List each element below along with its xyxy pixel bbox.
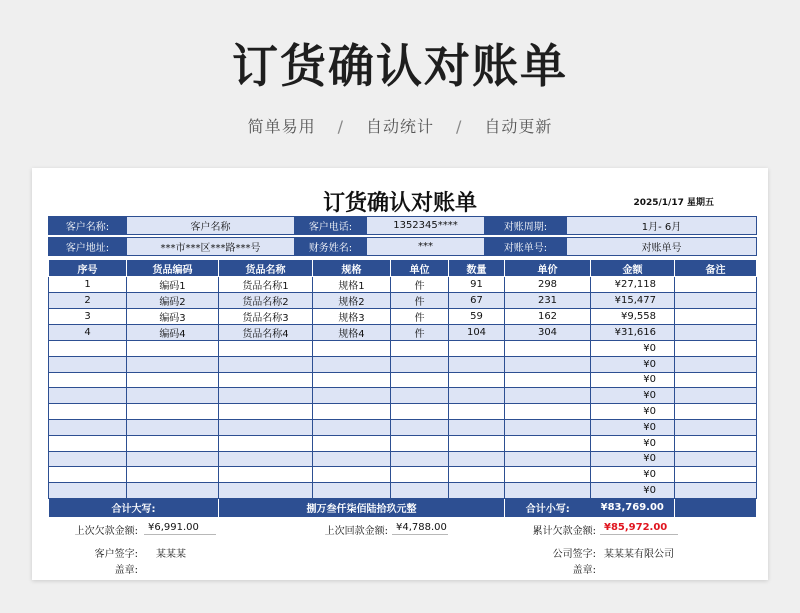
cell-no[interactable] [49, 404, 127, 420]
cell-amount[interactable]: ¥31,616 [591, 325, 675, 341]
cell-qty[interactable] [449, 435, 505, 451]
tag-separator: / [456, 117, 463, 136]
cell-price[interactable]: 231 [505, 293, 591, 309]
cell-name[interactable] [219, 451, 313, 467]
customer-sign-label: 客户签字: [94, 549, 138, 560]
prev-paid-value[interactable]: ¥4,788.00 [392, 522, 448, 535]
cell-spec[interactable] [313, 356, 391, 372]
cell-code[interactable] [127, 451, 219, 467]
col-header-unit: 单位 [391, 260, 449, 277]
cell-note[interactable] [675, 435, 757, 451]
table-row [49, 435, 757, 451]
cell-unit[interactable]: 件 [391, 325, 449, 341]
cum-owed-value[interactable]: ¥85,972.00 [600, 522, 678, 535]
cell-price[interactable] [505, 404, 591, 420]
cell-unit[interactable] [391, 388, 449, 404]
col-header-amount: 金额 [591, 260, 675, 277]
cell-amount[interactable]: ¥9,558 [591, 309, 675, 325]
customer-stamp-label: 盖章: [114, 565, 138, 576]
totals-row [49, 498, 757, 517]
cell-qty[interactable]: 59 [449, 309, 505, 325]
tag-easy: 简单易用 [247, 117, 316, 136]
cell-spec[interactable] [313, 388, 391, 404]
cell-code[interactable]: 编码1 [127, 277, 219, 293]
cell-code[interactable] [127, 341, 219, 357]
cell-unit[interactable] [391, 404, 449, 420]
customer-name-field[interactable]: 客户名称 [127, 217, 295, 235]
table-row [49, 372, 757, 388]
cell-price[interactable]: 298 [505, 277, 591, 293]
table-row [49, 451, 757, 467]
cell-spec[interactable] [313, 419, 391, 435]
cell-no[interactable] [49, 435, 127, 451]
cell-unit[interactable]: 件 [391, 277, 449, 293]
cell-name[interactable] [219, 341, 313, 357]
customer-sign-value[interactable]: 某某某 [156, 549, 186, 560]
cell-qty[interactable] [449, 483, 505, 499]
cell-note[interactable] [675, 277, 757, 293]
address-label: 客户地址: [49, 238, 127, 256]
cell-qty[interactable] [449, 404, 505, 420]
cell-note[interactable] [675, 372, 757, 388]
cell-amount[interactable]: ¥0 [591, 388, 675, 404]
total-lower-value: ¥83,769.00 [591, 498, 675, 517]
cell-code[interactable] [127, 435, 219, 451]
cell-no[interactable] [49, 372, 127, 388]
cell-name[interactable] [219, 419, 313, 435]
cell-amount[interactable]: ¥0 [591, 372, 675, 388]
cell-no[interactable] [49, 483, 127, 499]
statement-no-label: 对账单号: [485, 238, 567, 256]
company-stamp-label: 盖章: [572, 565, 596, 576]
cell-qty[interactable]: 91 [449, 277, 505, 293]
cell-code[interactable]: 编码2 [127, 293, 219, 309]
cell-note[interactable] [675, 356, 757, 372]
cell-name[interactable] [219, 356, 313, 372]
cell-amount[interactable]: ¥15,477 [591, 293, 675, 309]
prev-paid-label: 上次回款金额: [324, 526, 388, 537]
sheet-title: 订货确认对账单 [322, 191, 477, 216]
cell-code[interactable]: 编码4 [127, 325, 219, 341]
table-row [49, 404, 757, 420]
cell-qty[interactable] [449, 356, 505, 372]
cell-qty[interactable] [449, 388, 505, 404]
info-table [48, 216, 757, 256]
customer-name-label: 客户名称: [49, 217, 127, 235]
cell-note[interactable] [675, 419, 757, 435]
cell-price[interactable] [505, 419, 591, 435]
cell-unit[interactable] [391, 467, 449, 483]
tag-separator: / [337, 117, 344, 136]
col-header-note: 备注 [675, 260, 757, 277]
cell-note[interactable] [675, 309, 757, 325]
cell-spec[interactable]: 规格3 [313, 309, 391, 325]
statement-sheet [32, 168, 768, 580]
table-row [49, 277, 757, 293]
cell-qty[interactable] [449, 451, 505, 467]
cell-amount[interactable]: ¥0 [591, 467, 675, 483]
cell-no[interactable] [49, 388, 127, 404]
sheet-date: 2025/1/17 星期五 [633, 198, 714, 208]
customer-phone-label: 客户电话: [295, 217, 367, 235]
cell-spec[interactable] [313, 435, 391, 451]
col-header-qty: 数量 [449, 260, 505, 277]
cell-no[interactable] [49, 451, 127, 467]
cell-note[interactable] [675, 293, 757, 309]
cell-qty[interactable] [449, 372, 505, 388]
cell-unit[interactable] [391, 483, 449, 499]
table-row [49, 325, 757, 341]
cell-no[interactable]: 2 [49, 293, 127, 309]
cell-note[interactable] [675, 483, 757, 499]
table-row [49, 388, 757, 404]
prev-owed-label: 上次欠款金额: [74, 526, 138, 537]
col-header-spec: 规格 [313, 260, 391, 277]
col-header-name: 货品名称 [219, 260, 313, 277]
cell-name[interactable]: 货品名称4 [219, 325, 313, 341]
cell-amount[interactable]: ¥27,118 [591, 277, 675, 293]
company-sign-value[interactable]: 某某某有限公司 [604, 549, 674, 560]
cell-name[interactable] [219, 435, 313, 451]
cell-no[interactable] [49, 356, 127, 372]
statement-no-field[interactable]: 对账单号 [567, 238, 757, 256]
cell-spec[interactable]: 规格4 [313, 325, 391, 341]
col-header-code: 货品编码 [127, 260, 219, 277]
cell-qty[interactable] [449, 467, 505, 483]
cell-code[interactable] [127, 372, 219, 388]
cell-qty[interactable]: 67 [449, 293, 505, 309]
cell-note[interactable] [675, 325, 757, 341]
cell-code[interactable] [127, 483, 219, 499]
cell-unit[interactable] [391, 419, 449, 435]
cell-name[interactable] [219, 483, 313, 499]
cell-code[interactable]: 编码3 [127, 309, 219, 325]
prev-owed-value[interactable]: ¥6,991.00 [144, 522, 216, 535]
cell-name[interactable] [219, 404, 313, 420]
cell-no[interactable]: 1 [49, 277, 127, 293]
cell-code[interactable] [127, 467, 219, 483]
col-header-no: 序号 [49, 260, 127, 277]
info-row [49, 217, 757, 235]
cell-amount[interactable]: ¥0 [591, 356, 675, 372]
cell-code[interactable] [127, 356, 219, 372]
cell-no[interactable] [49, 467, 127, 483]
cell-price[interactable]: 162 [505, 309, 591, 325]
tag-auto-update: 自动更新 [484, 117, 553, 136]
cell-price[interactable] [505, 356, 591, 372]
items-table [48, 259, 757, 518]
cell-unit[interactable] [391, 451, 449, 467]
finance-field[interactable]: *** [367, 238, 485, 256]
table-row [49, 356, 757, 372]
tag-auto-stats: 自动统计 [365, 117, 434, 136]
cell-spec[interactable]: 规格2 [313, 293, 391, 309]
table-row [49, 419, 757, 435]
period-field[interactable]: 1月- 6月 [567, 217, 757, 235]
cell-no[interactable] [49, 341, 127, 357]
cell-price[interactable] [505, 388, 591, 404]
cell-no[interactable]: 4 [49, 325, 127, 341]
cell-code[interactable] [127, 404, 219, 420]
cell-unit[interactable] [391, 356, 449, 372]
cell-name[interactable] [219, 388, 313, 404]
table-header [49, 260, 757, 277]
cell-code[interactable] [127, 419, 219, 435]
cell-unit[interactable]: 件 [391, 309, 449, 325]
customer-phone-field[interactable]: 1352345**** [367, 217, 485, 235]
cell-note[interactable] [675, 404, 757, 420]
cell-price[interactable] [505, 451, 591, 467]
cell-amount[interactable]: ¥0 [591, 435, 675, 451]
cell-unit[interactable] [391, 341, 449, 357]
cell-no[interactable]: 3 [49, 309, 127, 325]
cell-name[interactable]: 货品名称3 [219, 309, 313, 325]
col-header-price: 单价 [505, 260, 591, 277]
cell-name[interactable]: 货品名称1 [219, 277, 313, 293]
table-row [49, 293, 757, 309]
cell-spec[interactable] [313, 467, 391, 483]
period-label: 对账周期: [485, 217, 567, 235]
cell-amount[interactable]: ¥0 [591, 419, 675, 435]
finance-label: 财务姓名: [295, 238, 367, 256]
cell-spec[interactable] [313, 404, 391, 420]
cell-name[interactable]: 货品名称2 [219, 293, 313, 309]
table-row [49, 309, 757, 325]
banner-tags [0, 114, 800, 137]
cell-qty[interactable] [449, 419, 505, 435]
cell-name[interactable] [219, 372, 313, 388]
cell-note[interactable] [675, 467, 757, 483]
cell-amount[interactable]: ¥0 [591, 483, 675, 499]
cell-qty[interactable] [449, 341, 505, 357]
cell-note[interactable] [675, 451, 757, 467]
total-upper-value: 捌万叁仟柒佰陆拾玖元整 [219, 498, 505, 517]
cell-unit[interactable]: 件 [391, 293, 449, 309]
cum-owed-label: 累计欠款金额: [532, 526, 596, 537]
table-row [49, 483, 757, 499]
table-row [49, 341, 757, 357]
cell-price[interactable] [505, 372, 591, 388]
cell-unit[interactable] [391, 435, 449, 451]
total-upper-label: 合计大写: [49, 498, 219, 517]
cell-unit[interactable] [391, 372, 449, 388]
cell-price[interactable] [505, 467, 591, 483]
cell-spec[interactable] [313, 341, 391, 357]
banner-title: 订货确认对账单 [232, 39, 568, 93]
cell-price[interactable] [505, 483, 591, 499]
cell-price[interactable]: 304 [505, 325, 591, 341]
cell-no[interactable] [49, 419, 127, 435]
address-field[interactable]: ***市***区***路***号 [127, 238, 295, 256]
cell-amount[interactable]: ¥0 [591, 341, 675, 357]
cell-price[interactable] [505, 341, 591, 357]
cell-code[interactable] [127, 388, 219, 404]
cell-spec[interactable] [313, 483, 391, 499]
cell-spec[interactable]: 规格1 [313, 277, 391, 293]
total-lower-label: 合计小写: [505, 498, 591, 517]
table-row [49, 467, 757, 483]
cell-name[interactable] [219, 467, 313, 483]
cell-spec[interactable] [313, 451, 391, 467]
cell-amount[interactable]: ¥0 [591, 404, 675, 420]
company-sign-label: 公司签字: [552, 549, 596, 560]
cell-amount[interactable]: ¥0 [591, 451, 675, 467]
cell-qty[interactable]: 104 [449, 325, 505, 341]
cell-spec[interactable] [313, 372, 391, 388]
cell-note[interactable] [675, 341, 757, 357]
cell-note[interactable] [675, 388, 757, 404]
info-row [49, 238, 757, 256]
cell-price[interactable] [505, 435, 591, 451]
